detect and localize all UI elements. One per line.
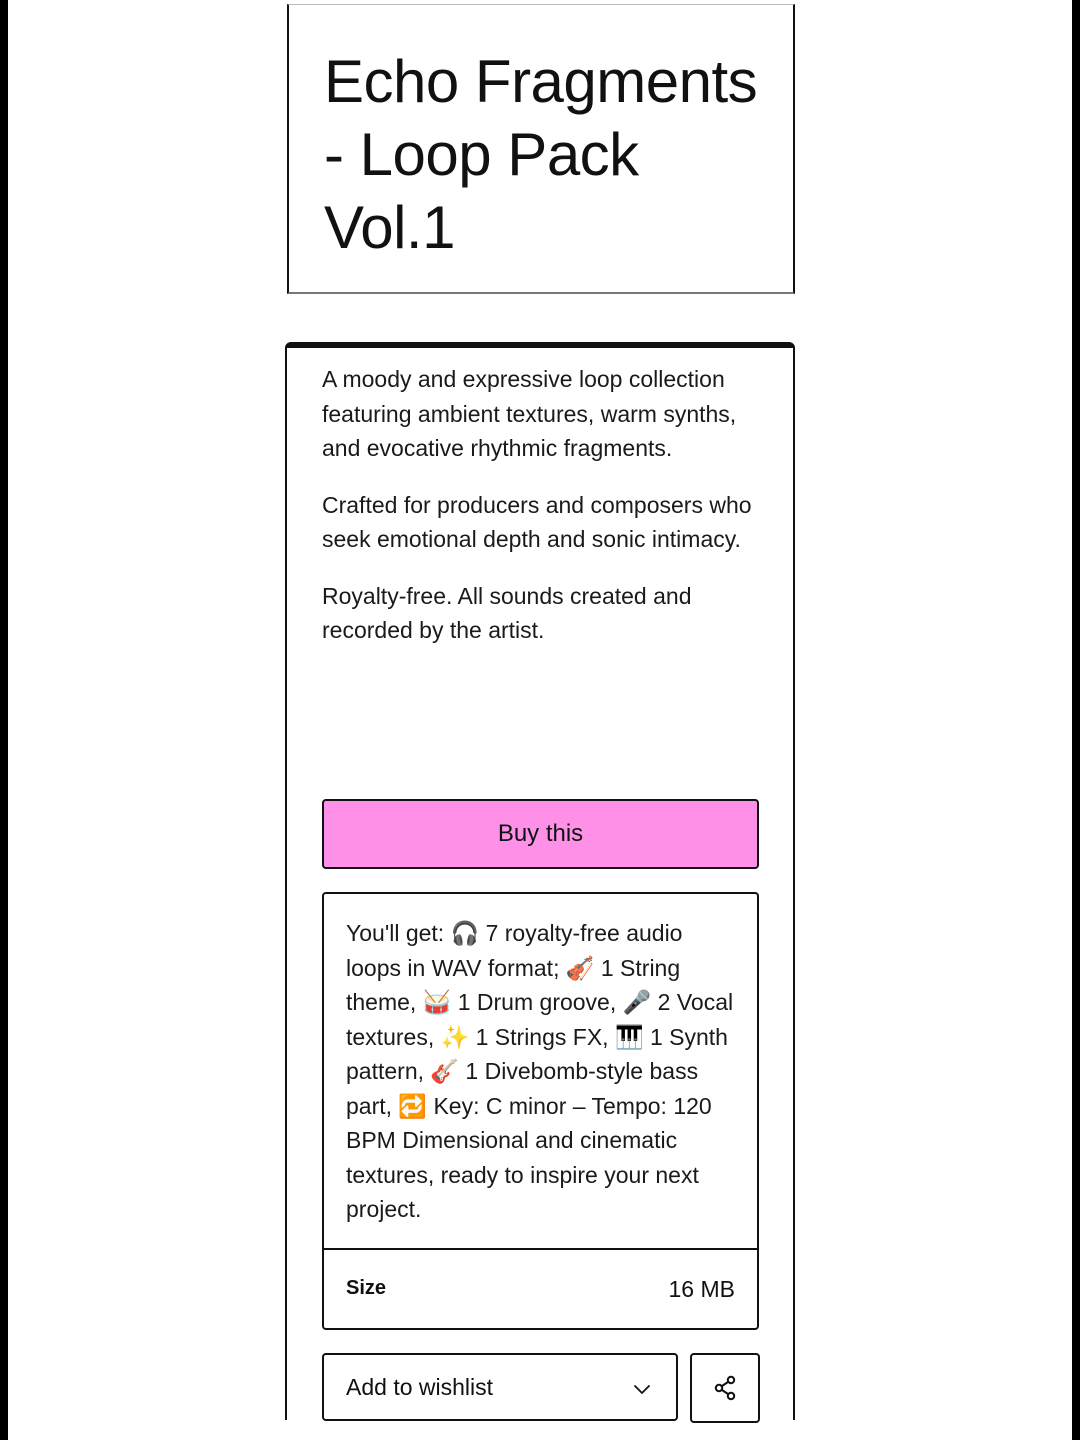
description-paragraph: Royalty-free. All sounds created and recorded by the artist. (322, 582, 692, 643)
title-card (287, 4, 795, 294)
screen-edge-left (0, 0, 8, 1440)
screen-edge-right (1072, 0, 1080, 1440)
description-paragraph: Crafted for producers and composers who seek emotional depth and sonic intimacy. (322, 491, 752, 552)
product-info-box (322, 892, 759, 1330)
wishlist-label: Add to wishlist (346, 1374, 494, 1400)
size-value: 16 MB (668, 1276, 735, 1302)
product-title: Echo Fragments - Loop Pack Vol.1 (324, 48, 758, 261)
share-icon (711, 1374, 739, 1402)
buy-button[interactable]: Buy this (322, 799, 759, 869)
chevron-down-icon (630, 1377, 654, 1401)
contents-summary: You'll get: 🎧 7 royalty-free audio loops in WAV format; 🎻 1 String theme, 🥁 1 Drum groove, 🎤 2 Vocal textures, ✨ 1 Strings FX, 🎹 1 Synth pattern, 🎸 1 Divebomb-style bass part, 🔁 Key: C minor – Tempo: 120 BPM Dimensional and cinematic textures, ready to inspire your next project. (346, 920, 734, 1222)
product-description (322, 362, 762, 670)
product-card (285, 342, 795, 1420)
share-button[interactable] (690, 1353, 760, 1423)
divider (324, 1248, 757, 1250)
add-to-wishlist-dropdown[interactable] (322, 1353, 678, 1421)
description-paragraph: A moody and expressive loop collection featuring ambient textures, warm synths, and evocative rhythmic fragments. (322, 366, 737, 461)
size-label: Size (346, 1277, 387, 1299)
